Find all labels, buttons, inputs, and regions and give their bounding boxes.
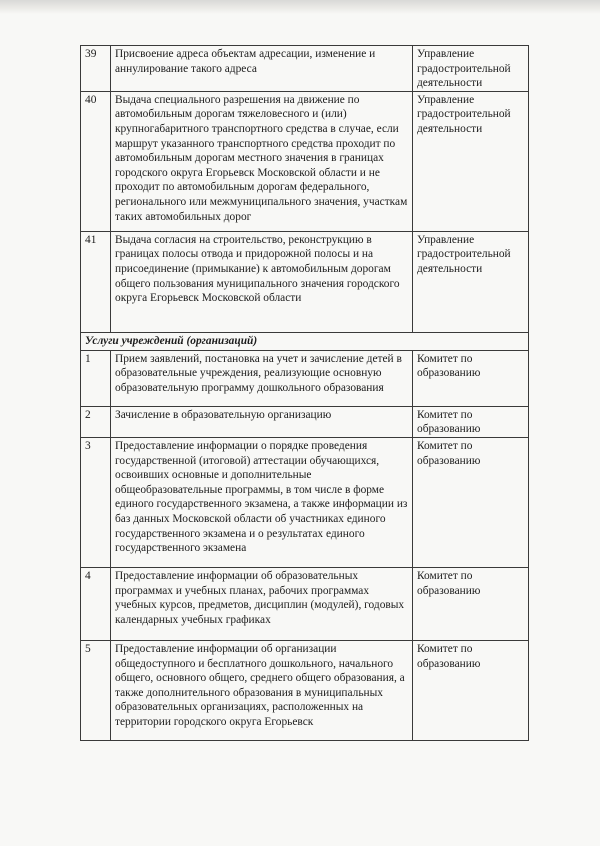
table-row [81,640,529,740]
table-row [81,350,529,406]
responsible-department: Комитет по образованию [413,437,529,567]
row-number: 40 [81,91,111,231]
row-number: 4 [81,567,111,640]
table-row [81,437,529,567]
responsible-department: Управление градостроительной деятельности [413,231,529,332]
responsible-department: Комитет по образованию [413,406,529,437]
responsible-department: Комитет по образованию [413,350,529,406]
row-number: 5 [81,640,111,740]
row-number: 1 [81,350,111,406]
responsible-department: Управление градостроительной деятельности [413,46,529,92]
table-row [81,231,529,332]
service-name: Выдача специального разрешения на движение по автомобильным дорогам тяжеловесного и (или) крупногабаритного транспортного средства в случае, если маршрут указанного транспортного средства проходит по автомобильным дорогам местного значения в границах городского округа Егорьевск Московской области и не проходит по автомобильным дорогам федерального, регионального или межмуниципального значения, участкам таких автомобильных дорог [111,91,413,231]
services-table [80,45,529,741]
row-number: 3 [81,437,111,567]
table-row [81,406,529,437]
table-row [81,91,529,231]
service-name: Присвоение адреса объектам адресации, изменение и аннулирование такого адреса [111,46,413,92]
service-name: Предоставление информации о порядке проведения государственной (итоговой) аттестации обучающихся, освоивших основные и дополнительные общеобразовательные программы, в том числе в форме единого государственного экзамена, а также информации из баз данных Московской области об участниках единого государственного экзамена и о результатах единого государственного экзамена [111,437,413,567]
table-row [81,567,529,640]
service-name: Зачисление в образовательную организацию [111,406,413,437]
row-number: 41 [81,231,111,332]
responsible-department: Комитет по образованию [413,640,529,740]
row-number: 39 [81,46,111,92]
scan-edge-shadow [0,0,600,14]
service-name: Предоставление информации об образовательных программах и учебных планах, рабочих программах учебных курсов, предметов, дисциплин (модулей), годовых календарных учебных графиках [111,567,413,640]
service-name: Прием заявлений, постановка на учет и зачисление детей в образовательные учреждения, реализующие основную образовательную программу дошкольного образования [111,350,413,406]
service-name: Предоставление информации об организации общедоступного и бесплатного дошкольного, начального общего, основного общего, среднего общего образования, а также дополнительного образования в муниципальных образовательных организациях, расположенных на территории городского округа Егорьевск [111,640,413,740]
section-title: Услуги учреждений (организаций) [81,332,529,350]
service-name: Выдача согласия на строительство, реконструкцию в границах полосы отвода и придорожной полосы и на присоединение (примыкание) к автомобильным дорогам общего пользования муниципального значения городского округа Егорьевск Московской области [111,231,413,332]
section-header-row [81,332,529,350]
row-number: 2 [81,406,111,437]
responsible-department: Комитет по образованию [413,567,529,640]
table-row [81,46,529,92]
responsible-department: Управление градостроительной деятельности [413,91,529,231]
